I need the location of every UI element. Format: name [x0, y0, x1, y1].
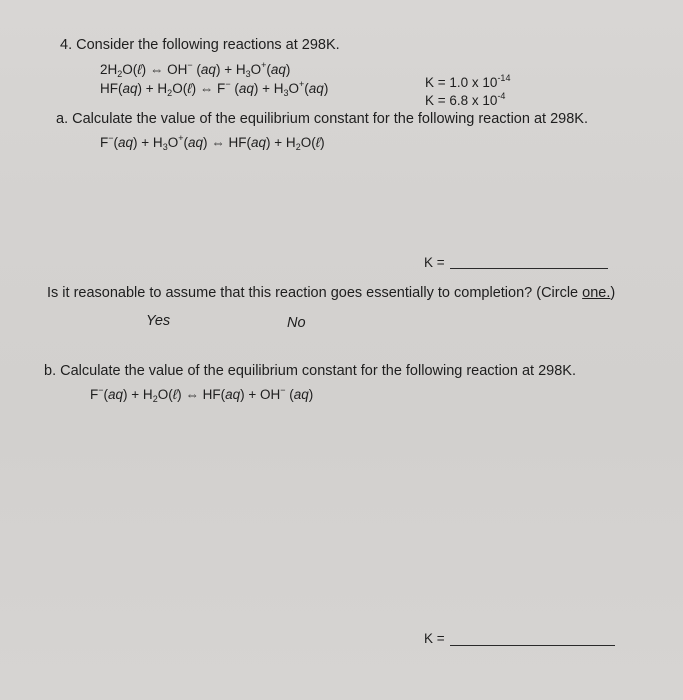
k-value-1: K = 1.0 x $10^{-14}$ [425, 73, 511, 90]
yes-option[interactable]: Yes [146, 313, 171, 329]
k-value-2: K = 6.8 x $10^{-4}$ [425, 91, 506, 108]
reaction-2: $HF(aq) + H_2O(\ell)$ ⇔ F− $(aq) + H_3O^+(aq)$ [100, 79, 329, 98]
reaction-1: $2H_2O(\ell)$ ⇔ OH− $(aq) + H_3O^+(aq)$ [100, 60, 291, 79]
part-a-reaction: $F^-(aq) + H_3O^+(aq)$ ⇔ $HF(aq) + H_2O(\ell)$ [100, 133, 325, 152]
part-b-question: b. Calculate the value of the equilibrium constant for the following reaction at 298K. [44, 363, 576, 379]
part-b-answer-line[interactable] [450, 645, 615, 646]
part-a-question: a. Calculate the value of the equilibrium constant for the following reaction at 298K. [56, 111, 588, 127]
completion-question: Is it reasonable to assume that this reaction goes essentially to completion? (Circle one.) [47, 285, 616, 301]
part-a-k-label: K = [424, 255, 445, 270]
no-option[interactable]: No [287, 315, 306, 331]
question-heading: 4. Consider the following reactions at 298K. [60, 37, 340, 53]
part-a-answer-line[interactable] [450, 268, 608, 269]
part-b-reaction: $F^-(aq) + H_2O(\ell)$ ⇔ HF(aq) + OH− (aq) [90, 385, 314, 404]
part-b-k-label: K = [424, 631, 445, 646]
